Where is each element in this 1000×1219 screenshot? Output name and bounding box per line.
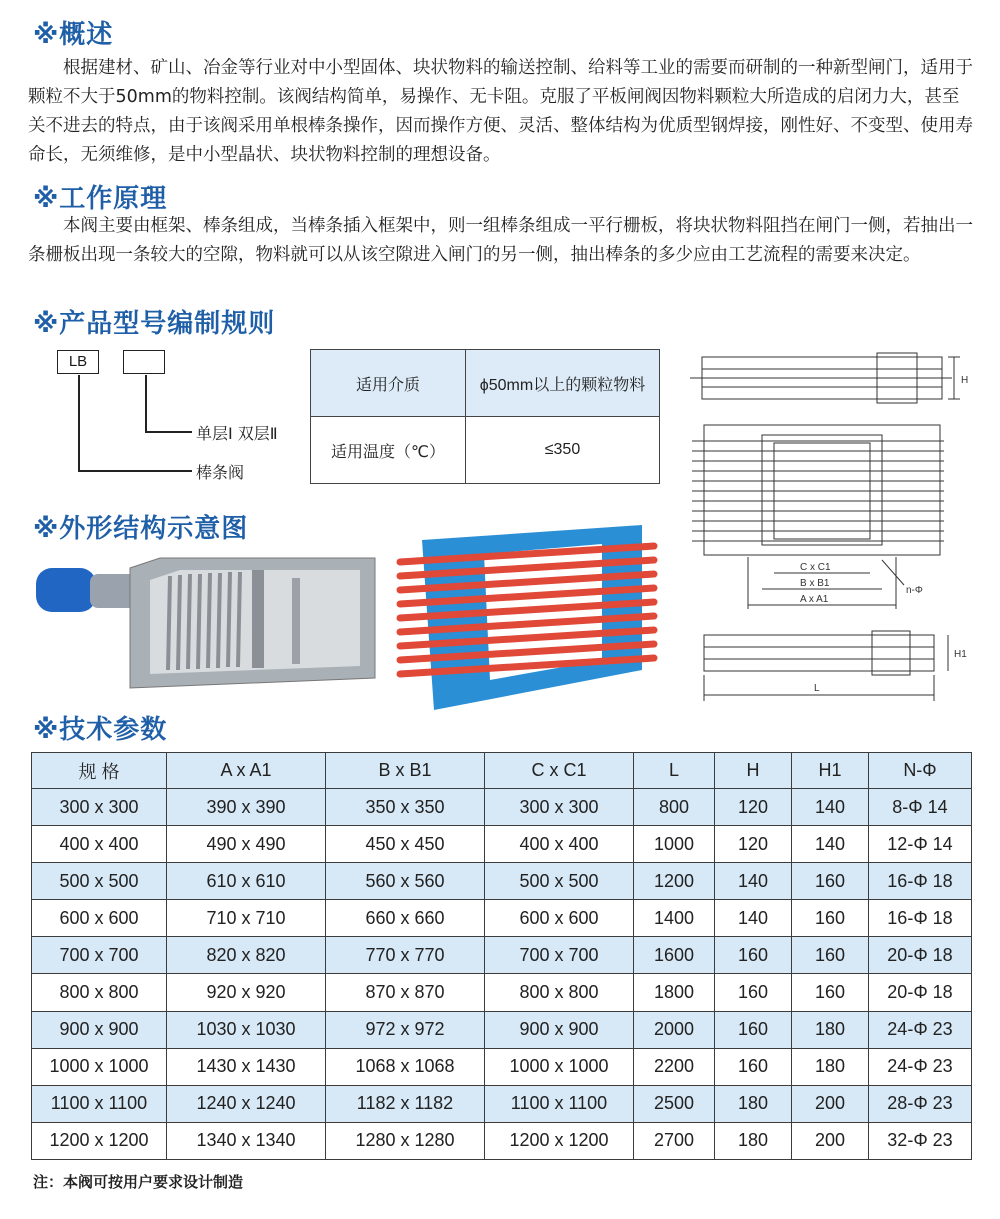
table-cell: 160 [715,937,792,974]
table-cell: 870 x 870 [326,974,485,1011]
table-cell: 600 x 600 [485,900,634,937]
table-cell: 300 x 300 [485,789,634,826]
table-body [32,789,972,1160]
table-cell: 160 [715,974,792,1011]
table-cell: 2700 [634,1122,715,1159]
table-cell: 24-Φ 23 [869,1048,972,1085]
table-cell: 490 x 490 [167,826,326,863]
table-row [32,789,972,826]
table-cell: 1430 x 1430 [167,1048,326,1085]
table-cell: 400 x 400 [32,826,167,863]
table-cell: 16-Φ 18 [869,900,972,937]
table-cell: 820 x 820 [167,937,326,974]
side-view-frame [704,635,934,671]
table-cell: 710 x 710 [167,900,326,937]
column-header: A x A1 [167,753,326,789]
table-cell: 160 [715,1048,792,1085]
table-cell: 1200 x 1200 [32,1122,167,1159]
table-cell: 1000 x 1000 [485,1048,634,1085]
table-cell: 600 x 600 [32,900,167,937]
table-cell: 920 x 920 [167,974,326,1011]
table-cell: 400 x 400 [485,826,634,863]
table-cell: 1000 [634,826,715,863]
model-rule-heading: ※产品型号编制规则 [33,309,276,339]
grey-valve-photo [30,548,380,698]
table-cell: 20-Φ 18 [869,937,972,974]
table-row [32,826,972,863]
dim-l-label: L [814,683,820,694]
spec-cell: ϕ50mm以上的颗粒物料 [466,350,660,417]
dim-b-label: B x B1 [800,578,830,589]
table-cell: 8-Φ 14 [869,789,972,826]
technical-drawing [682,345,982,715]
table-cell: 1200 [634,863,715,900]
table-cell: 160 [792,937,869,974]
table-cell: 1800 [634,974,715,1011]
table-row [32,1048,972,1085]
table-cell: 1280 x 1280 [326,1122,485,1159]
overview-paragraph: 根据建材、矿山、冶金等行业对中小型固体、块状物料的输送控制、给料等工业的需要而研制的一种新型闸门，适用于颗粒不大于50mm的物料控制。该阀结构简单，易操作、无卡阻。克服了平板闸阀因物料颗粒大所造成的启闭力大，甚至关不进去的特点，由于该阀采用单根棒条操作，因而操作方便、灵活、整体结构为优质型钢焊接，刚性好、不变型、使用寿命长，无须维修，是中小型晶状、块状物料控制的理想设备。 [28,58,973,165]
table-cell: 2000 [634,1011,715,1048]
table-cell: 700 x 700 [485,937,634,974]
table-cell: 140 [715,900,792,937]
dim-a-label: A x A1 [800,594,829,605]
table-cell: 900 x 900 [32,1011,167,1048]
table-cell: 1340 x 1340 [167,1122,326,1159]
table-row [32,1011,972,1048]
table-cell: 120 [715,789,792,826]
table-cell: 140 [792,789,869,826]
blue-red-valve-photo [392,520,662,715]
connector-line [78,470,192,472]
dim-c-label: C x C1 [800,562,831,573]
table-cell: 180 [715,1085,792,1122]
spec-row [311,350,660,417]
spec-cell: 适用温度（℃） [311,417,466,484]
spec-cell: ≤350 [466,417,660,484]
table-cell: 160 [792,974,869,1011]
column-header: C x C1 [485,753,634,789]
table-cell: 770 x 770 [326,937,485,974]
table-cell: 800 [634,789,715,826]
dim-h1-label: H1 [954,649,967,660]
parameter-table [31,752,972,1160]
table-cell: 12-Φ 14 [869,826,972,863]
table-cell: 500 x 500 [32,863,167,900]
table-cell: 900 x 900 [485,1011,634,1048]
table-cell: 140 [715,863,792,900]
footnote: 注：本阀可按用户要求设计制造 [33,1173,244,1191]
table-cell: 32-Φ 23 [869,1122,972,1159]
table-cell: 700 x 700 [32,937,167,974]
table-cell: 200 [792,1085,869,1122]
table-cell: 1200 x 1200 [485,1122,634,1159]
table-row [32,863,972,900]
principle-paragraph: 本阀主要由框架、棒条组成，当棒条插入框架中，则一组棒条组成一平行栅板，将块状物料阻挡在闸门一侧，若抽出一条栅板出现一条较大的空隙，物料就可以从该空隙进入闸门的另一侧，抽出棒条的多少应由工艺流程的需要来决定。 [28,216,973,265]
table-cell: 800 x 800 [485,974,634,1011]
model-code-box: LB [57,350,99,374]
column-header: 规 格 [32,753,167,789]
table-row [32,1122,972,1159]
table-cell: 2500 [634,1085,715,1122]
table-cell: 1100 x 1100 [32,1085,167,1122]
structure-heading: ※外形结构示意图 [33,514,249,544]
table-cell: 16-Φ 18 [869,863,972,900]
table-cell: 1240 x 1240 [167,1085,326,1122]
table-cell: 350 x 350 [326,789,485,826]
model-variant-box [123,350,165,374]
table-cell: 1600 [634,937,715,974]
table-cell: 800 x 800 [32,974,167,1011]
connector-line [78,375,80,470]
overview-heading: ※概述 [33,20,114,50]
table-cell: 300 x 300 [32,789,167,826]
table-cell: 450 x 450 [326,826,485,863]
column-header: N-Φ [869,753,972,789]
column-header: H1 [792,753,869,789]
plan-view-frame [704,425,940,555]
dim-n-label: n-Φ [906,585,923,596]
params-heading: ※技术参数 [33,715,168,745]
table-cell: 180 [715,1122,792,1159]
table-cell: 160 [715,1011,792,1048]
table-cell: 660 x 660 [326,900,485,937]
table-cell: 610 x 610 [167,863,326,900]
table-cell: 20-Φ 18 [869,974,972,1011]
table-cell: 1182 x 1182 [326,1085,485,1122]
valve-type-label: 棒条阀 [196,463,245,482]
table-cell: 160 [792,863,869,900]
table-cell: 972 x 972 [326,1011,485,1048]
table-row [32,1085,972,1122]
table-cell: 2200 [634,1048,715,1085]
principle-heading: ※工作原理 [33,184,168,214]
table-row [32,900,972,937]
table-cell: 28-Φ 23 [869,1085,972,1122]
spec-cell: 适用介质 [311,350,466,417]
table-cell: 200 [792,1122,869,1159]
table-cell: 390 x 390 [167,789,326,826]
table-cell: 1100 x 1100 [485,1085,634,1122]
table-cell: 1068 x 1068 [326,1048,485,1085]
table-cell: 560 x 560 [326,863,485,900]
table-cell: 500 x 500 [485,863,634,900]
spec-table [310,349,660,484]
table-cell: 120 [715,826,792,863]
table-row [32,937,972,974]
table-row [32,974,972,1011]
connector-line [145,375,147,431]
motor-body [36,568,96,612]
dim-h-label: H [961,375,969,386]
column-header: B x B1 [326,753,485,789]
table-cell: 180 [792,1048,869,1085]
layer-label: 单层Ⅰ 双层Ⅱ [196,424,278,443]
spec-row [311,417,660,484]
table-cell: 1030 x 1030 [167,1011,326,1048]
table-cell: 160 [792,900,869,937]
column-header: H [715,753,792,789]
connector-line [145,431,192,433]
table-cell: 140 [792,826,869,863]
table-cell: 1400 [634,900,715,937]
table-cell: 180 [792,1011,869,1048]
column-header: L [634,753,715,789]
table-cell: 1000 x 1000 [32,1048,167,1085]
table-cell: 24-Φ 23 [869,1011,972,1048]
table-header-row [32,753,972,789]
